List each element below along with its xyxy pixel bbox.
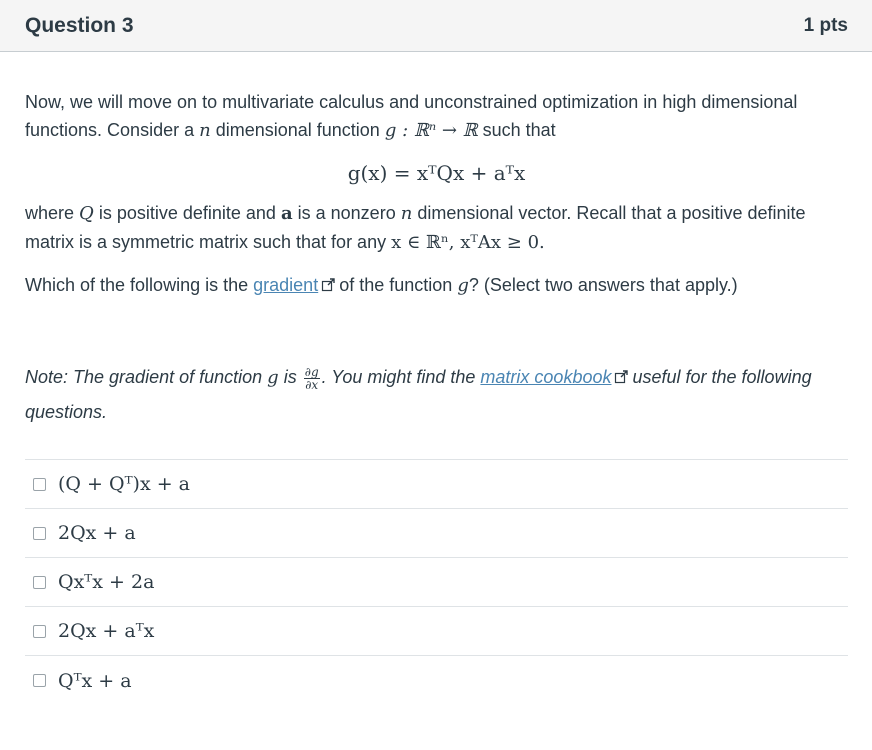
- answer-option-3[interactable]: [25, 558, 848, 607]
- note-text-2: is: [283, 367, 297, 387]
- gradient-link[interactable]: gradient: [253, 275, 319, 295]
- answer-option-1[interactable]: [25, 460, 848, 509]
- answer-checkbox-3[interactable]: [33, 576, 46, 589]
- where-text-2: is positive definite and: [98, 203, 276, 223]
- intro-var-n: n: [199, 120, 211, 141]
- answer-label-2: 2Qx + a: [58, 522, 136, 544]
- answer-label-4: 2Qx + aᵀx: [58, 620, 155, 642]
- question-g: g: [457, 275, 469, 296]
- where-condition: x ∈ ℝⁿ, xᵀAx ≥ 0.: [391, 232, 545, 253]
- intro-paragraph: [25, 88, 848, 145]
- answer-label-1: (Q + Qᵀ)x + a: [58, 473, 190, 495]
- main-equation: g(x) = xᵀQx + aᵀx: [347, 161, 526, 185]
- question-body: [0, 88, 872, 705]
- note-text-4: useful for the following questions.: [25, 367, 812, 422]
- where-paragraph: [25, 199, 848, 257]
- question-text-1: Which of the following is the: [25, 275, 249, 295]
- external-link-icon: [321, 278, 335, 292]
- where-n: n: [400, 203, 413, 224]
- where-text-3: is a nonzero: [297, 203, 396, 223]
- answer-label-3: Qxᵀx + 2a: [58, 571, 155, 593]
- answer-label-5: Qᵀx + a: [58, 669, 132, 692]
- fraction-numerator: ∂g: [304, 364, 319, 379]
- question-paragraph: [25, 271, 848, 300]
- intro-text: Now, we will move on to multivariate calculus and unconstrained optimization in high dimensional functions. Consider a: [25, 92, 798, 140]
- where-a: a: [280, 203, 293, 224]
- where-Q: Q: [79, 203, 94, 224]
- answer-checkbox-5[interactable]: [33, 674, 46, 687]
- answer-checkbox-4[interactable]: [33, 625, 46, 638]
- external-link-icon: [614, 370, 628, 384]
- where-text-1: where: [25, 203, 75, 223]
- intro-mid-text: dimensional function: [215, 120, 380, 140]
- fraction-denominator: ∂x: [305, 377, 319, 392]
- intro-function-def: g : ℝⁿ → ℝ: [384, 120, 478, 141]
- answer-option-5[interactable]: [25, 656, 848, 705]
- note-g: g: [267, 367, 279, 388]
- question-text-2: of the function: [339, 275, 453, 295]
- where-text-4: dimensional vector. Recall that a positive definite matrix is a symmetric matrix such that for any: [25, 203, 806, 252]
- answer-option-4[interactable]: [25, 607, 848, 656]
- question-points: 1 pts: [803, 14, 848, 36]
- note-paragraph: [25, 360, 848, 429]
- question-title: Question 3: [25, 13, 134, 37]
- answer-list: [25, 459, 848, 705]
- question-text-3: ? (Select two answers that apply.): [468, 275, 738, 295]
- question-header: [0, 0, 872, 52]
- note-text-1: Note: The gradient of function: [25, 367, 263, 387]
- answer-checkbox-2[interactable]: [33, 527, 46, 540]
- answer-option-2[interactable]: [25, 509, 848, 558]
- intro-end-text: such that: [482, 120, 556, 140]
- answer-checkbox-1[interactable]: [33, 478, 46, 491]
- partial-derivative-fraction: [304, 366, 320, 391]
- note-text-3: . You might find the: [321, 367, 476, 387]
- matrix-cookbook-link[interactable]: matrix cookbook: [480, 367, 612, 387]
